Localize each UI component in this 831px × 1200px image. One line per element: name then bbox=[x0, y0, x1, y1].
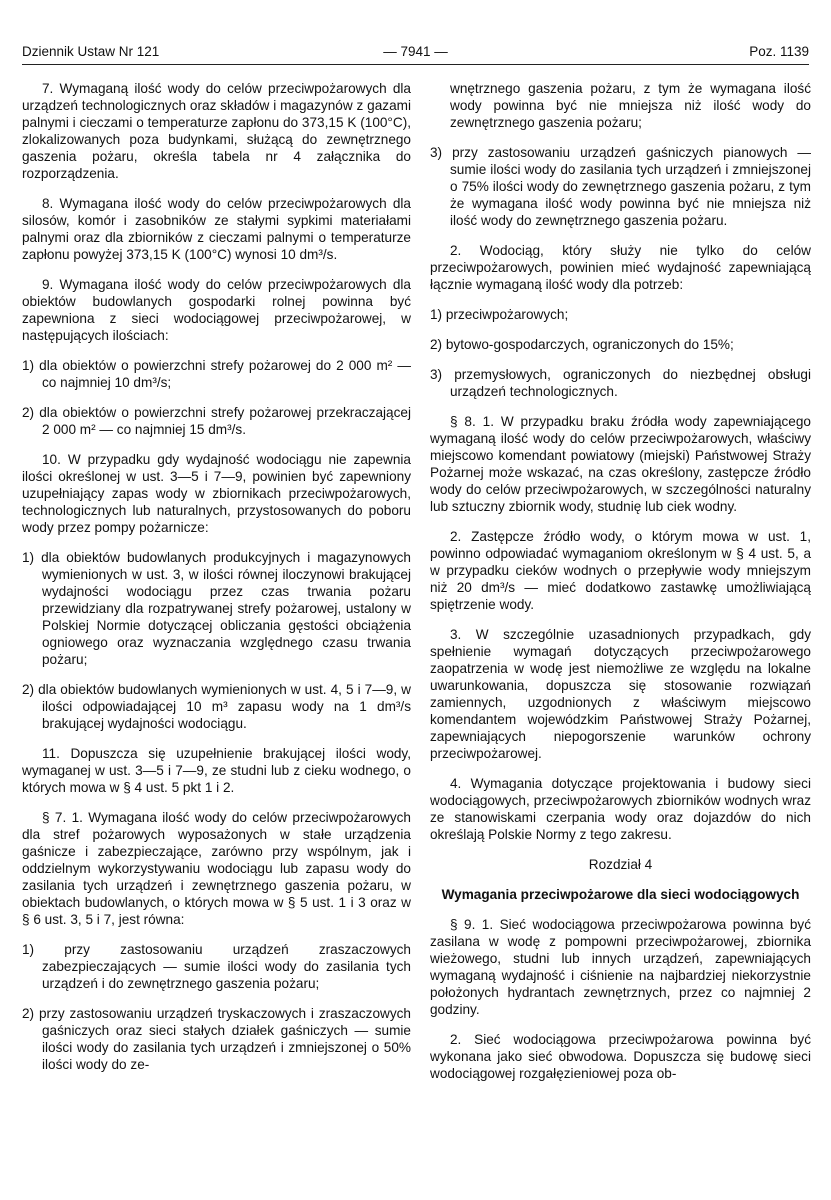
paragraph: 11. Dopuszcza się uzupełnienie brakującej ilości wody, wymaganej w ust. 3—5 i 7—9, ze studni lub z cieku wodnego, o których mowa w § 4 ust. 5 pkt 1 i 2. bbox=[22, 746, 411, 795]
list-item: 1) przy zastosowaniu urządzeń zraszaczowych zabezpieczających — sumie ilości wody do zasilania tych urządzeń i do zewnętrznego gaszenia pożaru; bbox=[22, 942, 411, 991]
left-column bbox=[22, 80, 411, 1086]
paragraph: 7. Wymaganą ilość wody do celów przeciwpożarowych dla urządzeń technologicznych oraz składów i magazynów z gazami palnymi i cieczami o temperaturze zapłonu do 373,15 K (100°C), zlokalizowanych poza budynkami, służącą do zewnętrznego gaszenia pożaru, określa tabela nr 4 załącznika do rozporządzenia. bbox=[22, 81, 411, 181]
list-item: 2) dla obiektów budowlanych wymienionych w ust. 4, 5 i 7—9, w ilości odpowiadającej 10 m³ zapasu wody na 1 dm³/s brakującej wydajności wodociągu. bbox=[22, 682, 411, 731]
list-item: 1) dla obiektów o powierzchni strefy pożarowej do 2 000 m² — co najmniej 10 dm³/s; bbox=[22, 358, 411, 390]
paragraph: 10. W przypadku gdy wydajność wodociągu nie zapewnia ilości określonej w ust. 3—5 i 7—9, powinien być zapewniony uzupełniający zapas wody w zbiornikach przeciwpożarowych, technologicznych lub naturalnych, przystosowanych do poboru wody przez pompy pożarnicze: bbox=[22, 452, 411, 535]
section-title: Wymagania przeciwpożarowe dla sieci wodociągowych bbox=[441, 887, 800, 902]
chapter-heading: Rozdział 4 bbox=[588, 857, 653, 872]
page-header bbox=[22, 44, 809, 64]
paragraph: 2. Sieć wodociągowa przeciwpożarowa powinna być wykonana jako sieć obwodowa. Dopuszcza się budowę sieci wodociągowej rozgałęzieniowej poza ob- bbox=[430, 1032, 811, 1081]
list-item: 3) przy zastosowaniu urządzeń gaśniczych pianowych — sumie ilości wody do zasilania tych urządzeń i zmniejszonej o 75% ilości wody do zewnętrznego gaszenia pożaru, z tym że wymagana ilość wody powinna być nie mniejsza niż ilość wody do zewnętrznego gaszenia pożaru. bbox=[430, 145, 811, 228]
paragraph: 2. Wodociąg, który służy nie tylko do celów przeciwpożarowych, powinien mieć wydajność zapewniającą łącznie wymaganą ilość wody dla potrzeb: bbox=[430, 243, 811, 292]
paragraph: 3. W szczególnie uzasadnionych przypadkach, gdy spełnienie wymagań dotyczących przeciwpożarowego zaopatrzenia w wodę jest niemożliwe ze względu na lokalne uwarunkowania, dopuszcza się stosowanie rozwiązań zamiennych, uzgodnionych z właściwym miejscowo komendantem wojewódzkim Państwowej Straży Pożarnej, zapewniających niepogorszenie warunków ochrony przeciwpożarowej. bbox=[430, 627, 811, 761]
journal-title: Dziennik Ustaw Nr 121 bbox=[22, 44, 160, 59]
paragraph: 8. Wymagana ilość wody do celów przeciwpożarowych dla silosów, komór i zasobników ze stałymi sypkimi materiałami palnymi oraz dla zbiorników z cieczami palnymi o temperaturze zapłonu powyżej 373,15 K (100°C) wynosi 10 dm³/s. bbox=[22, 196, 411, 262]
right-column bbox=[430, 80, 811, 1095]
page-number: — 7941 — bbox=[383, 44, 448, 59]
list-item: 1) dla obiektów budowlanych produkcyjnych i magazynowych wymienionych w ust. 3, w ilości równej iloczynowi brakującej wydajności wodociągu przez czas trwania pożaru przewidziany dla rozpatrywanej strefy pożarowej, ustalony w Polskiej Normie dotyczącej obliczania gęstości obciążenia ogniowego oraz wyznaczania względnego czasu trwania pożaru; bbox=[22, 550, 411, 667]
list-item: 2) dla obiektów o powierzchni strefy pożarowej przekraczającej 2 000 m² — co najmniej 15 dm³/s. bbox=[22, 405, 411, 437]
position-number: Poz. 1139 bbox=[749, 44, 809, 59]
paragraph: § 8. 1. W przypadku braku źródła wody zapewniającego wymaganą ilość wody do celów przeciwpożarowych, właściwy miejscowo komendant powiatowy (miejski) Państwowej Straży Pożarnej może wskazać, na czas określony, zastępcze źródło wody do celów przeciwpożarowych, w szczególności naturalny lub sztuczny zbiornik wody, studnię lub ciek wodny. bbox=[430, 414, 811, 514]
paragraph: 9. Wymagana ilość wody do celów przeciwpożarowych dla obiektów budowlanych gospodarki rolnej powinna być zapewniona z sieci wodociągowej przeciwpożarowej, w następujących ilościach: bbox=[22, 277, 411, 343]
list-item: 1) przeciwpożarowych; bbox=[430, 307, 569, 322]
paragraph: 4. Wymagania dotyczące projektowania i budowy sieci wodociągowych, przeciwpożarowych zbiorników wodnych wraz ze stanowiskami czerpania wody oraz dojazdów do nich określają Polskie Normy z tego zakresu. bbox=[430, 776, 811, 842]
paragraph-continuation: wnętrznego gaszenia pożaru, z tym że wymagana ilość wody powinna być nie mniejsza niż ilość wody do zewnętrznego gaszenia pożaru; bbox=[450, 81, 811, 130]
list-item: 3) przemysłowych, ograniczonych do niezbędnej obsługi urządzeń technologicznych. bbox=[430, 367, 811, 399]
paragraph: § 9. 1. Sieć wodociągowa przeciwpożarowa powinna być zasilana w wodę z pompowni przeciwpożarowej, zbiornika wieżowego, studni lub innych urządzeń, zapewniających wymaganą wydajność i ciśnienie na najbardziej niekorzystnie położonych hydrantach zewnętrznych, przez co najmniej 2 godziny. bbox=[430, 917, 811, 1017]
paragraph: § 7. 1. Wymagana ilość wody do celów przeciwpożarowych dla stref pożarowych wyposażonych w stałe urządzenia gaśnicze i zabezpieczające, zarówno przy wspólnym, jak i oddzielnym wykorzystywaniu wodociągu lub zapasu wody do zasilania tych urządzeń i zewnętrznego gaszenia pożaru, w obiektach budowlanych, o których mowa w § 5 ust. 1 i 3 oraz w § 6 ust. 3, 5 i 7, jest równa: bbox=[22, 810, 411, 927]
header-rule bbox=[22, 64, 809, 65]
paragraph: 2. Zastępcze źródło wody, o którym mowa w ust. 1, powinno odpowiadać wymaganiom określonym w § 4 ust. 5, a w przypadku cieków wodnych o przepływie wody mniejszym niż 20 dm³/s — mieć dodatkowo zastawkę umożliwiającą spiętrzenie wody. bbox=[430, 529, 811, 612]
list-item: 2) przy zastosowaniu urządzeń tryskaczowych i zraszaczowych gaśniczych oraz sieci stałych działek gaśniczych — sumie ilości wody do zasilania tych urządzeń i zmniejszonej o 50% ilości wody do ze- bbox=[22, 1006, 411, 1072]
list-item: 2) bytowo-gospodarczych, ograniczonych do 15%; bbox=[430, 337, 734, 352]
